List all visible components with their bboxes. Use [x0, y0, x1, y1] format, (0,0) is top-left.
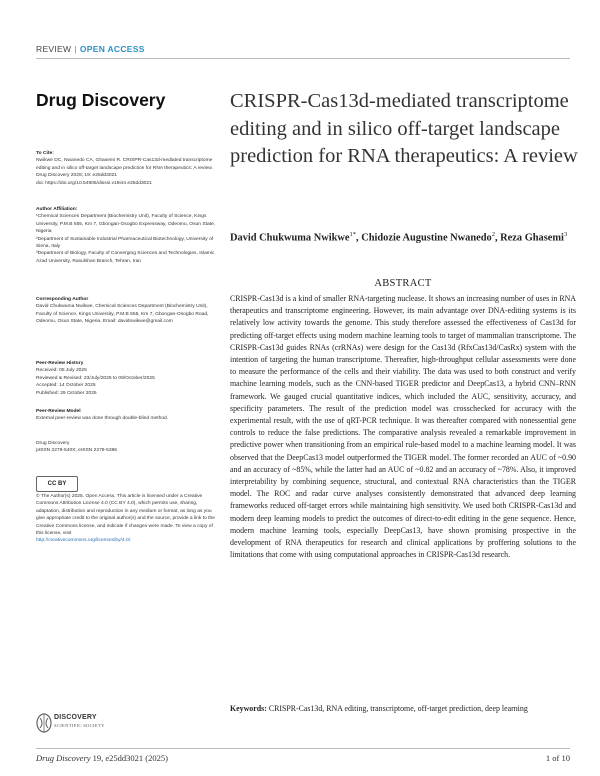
- journal-name: Drug Discovery: [36, 90, 166, 110]
- affiliation-1: ¹Chemical Sciences Department (Biochemistry Unit), Faculty of Science, Kings University, P.M.B 555, Km 7, Gbongan-Osogbo Expressway, Odeomu, Osun State, Nigeria: [36, 214, 216, 235]
- citation-block: [36, 150, 216, 187]
- published-date: Published: 29 October 2025: [36, 390, 97, 396]
- article-title: CRISPR-Cas13d-mediated transcriptome editing and in silico off-target landscape prediction for RNA therapeutics: A review: [230, 90, 578, 168]
- logo-subtitle: SCIENTIFIC SOCIETY: [54, 723, 105, 728]
- author-separator: ,: [494, 232, 501, 244]
- footer-citation: [36, 753, 168, 763]
- affiliation-block: [36, 206, 216, 265]
- header-divider: [36, 58, 570, 59]
- author-3-affiliation: 3: [563, 231, 568, 238]
- author-separator: ,: [356, 232, 362, 244]
- cite-heading: To Cite:: [36, 151, 54, 156]
- page-number: 1 of 10: [545, 753, 570, 763]
- open-access-label: OPEN ACCESS: [79, 44, 145, 54]
- affiliation-heading: Author Affiliation:: [36, 207, 78, 212]
- keywords: [230, 703, 576, 715]
- cc-license-badge: CC BY: [36, 476, 78, 492]
- corresponding-text: David Chukwuma Nwikwe, Chemical Sciences Department (Biochemistry Unit), Faculty of Science, Kings University, P.M.B 555, Km 7, Gbongan-Osogbo Road, Odeomu, Osun State, Nigeria. Email: davidnwikwe@gmail.com: [36, 304, 209, 325]
- model-heading: Peer-Review Model: [36, 409, 81, 414]
- citation-text: Nwikwe DC, Nwanedo CA, Ghasemi R. CRISPR-Cas13d-mediated transcriptome editing and in silico off-target landscape prediction for RNA therapeutics: A review. Drug Discovery 2025; 19: e25dd3021: [36, 158, 213, 179]
- author-1: David Chukwuma Nwikwe: [230, 232, 350, 244]
- author-1-affiliation: 1*: [349, 231, 357, 238]
- author-3: Reza Ghasemi: [500, 232, 564, 244]
- peer-review-model: [36, 408, 216, 423]
- license-text: © The Author(s) 2025. Open Access. This article is licensed under a Creative Commons Attribution License 4.0 (CC BY 4.0), which permits use, sharing, adaptation, distribution and reproduction in any medium or format, as long as you give appropriate credit to the original author(s) and the source, provide a link to the Creative Commons license, and indicate if changes were made. To view a copy of this license, visit: [36, 494, 215, 537]
- journal-issn-heading: Drug Discovery: [36, 441, 70, 446]
- model-text: External peer-review was done through double-blind method.: [36, 416, 169, 422]
- keywords-text: CRISPR-Cas13d, RNA editing, transcriptome, off-target prediction, deep learning: [268, 704, 528, 713]
- abstract-text: CRISPR-Cas13d is a kind of smaller RNA-targeting nuclease. It shows an increasing number of uses in RNA therapeutics and transcriptome engineering. However, its main advantage over DNA-editing systems is its relatively low activity towards the genome. This study therefore assessed the effectiveness of Cas13d for predicting off-target effects using modern machine learning tools to target of mammalian transcriptome. The CRISPR-Cas13d guides RNAs (crRNAs) were design for the Cas13d (RfxCas13d/CasRx) system with the intention of targeting the human transcriptome. Thereafter, high-throughput cellular assessments were done to measure the performance of the cells and their viability. The data was used to both construct and verify machine learning models, such as the CNN-based TIGER predictor and DeepCas13, a hybrid CNN–RNN framework. We gauged crucial quantitative indices, which included the AUC, sensitivity, accuracy, and specificity parameters. The result of the prediction model was crosschecked for accuracy with the experimental result, with the use of qRT-PCR technique. It was thereafter compared with nonessential gene controls to reduce the false predictions. The comparative analysis revealed a remarkable improvement in predictive power when transitioning from an empirical rule-based model to a machine learning model. It was observed that the DeepCas13 model outperformed the TIGER model. The former recorded an AUC of ~0.90 and an accuracy of ~85%, while the latter had an AUC of ~0.82 and an accuracy of ~78%. Also, it improved interpretability by combining sequence, structural, and contextual RNA characteristics than the TIGER model. The ROC and radar curve analyses consistently demonstrated that advanced deep learning frameworks reduced off-target errors while maintaining high sensitivity. We used both CRISPR-Cas13d and modern deep learning models to predict the outcomes of direct-to-edit editing in the gene sequence. Hence, modern machine learning tools, especially DeepCas13, have shown promising prospective in the development of RNA therapeutics for research and clinical applications by proffering solutions to the limitations that come with using computational approaches in CRISPR-Cas13d research.: [230, 294, 576, 560]
- received-date: Received: 05 July 2025: [36, 368, 87, 374]
- doi-link[interactable]: doi: https://doi.org/10.54905/disssi.v19i44.e25dd3021: [36, 180, 152, 186]
- history-heading: Peer-Review History: [36, 361, 84, 366]
- header-bar: [36, 44, 145, 54]
- footer-divider: [36, 748, 570, 749]
- review-label: REVIEW: [36, 44, 72, 54]
- corresponding-author-block: [36, 296, 216, 326]
- footer-volume: 19, e25dd3021 (2025): [90, 753, 168, 763]
- keywords-label: Keywords:: [230, 704, 267, 713]
- author-2: Chidozie Augustine Nwanedo: [361, 232, 492, 244]
- header-separator: |: [74, 44, 77, 54]
- issn-text: pISSN 2278-540X; eISSN 2278-5396: [36, 448, 118, 454]
- affiliation-2: ²Department of Sustainable Industrial Pharmaceutical Biotechnology, University of Siena, Italy: [36, 236, 214, 250]
- footer-journal: Drug Discovery: [36, 753, 91, 763]
- logo-name: DISCOVERY: [54, 714, 97, 721]
- license-block: [36, 493, 216, 545]
- license-link[interactable]: http://creativecommons.org/licenses/by/4.0/.: [36, 538, 132, 544]
- author-list: [230, 226, 575, 246]
- peer-review-history: [36, 360, 216, 397]
- reviewed-date: Reviewed & Revised: 23/July/2025 to 09/October/2025: [36, 375, 155, 381]
- affiliation-3: ³Department of Biology, Faculty of Converging Sciences and Technologies, Islamic Azad University, Rasulshan Branch, Tehran, Iran: [36, 251, 215, 264]
- corresponding-heading: Corresponding Author: [36, 297, 89, 302]
- accepted-date: Accepted: 14 October 2025: [36, 383, 96, 389]
- journal-issn-block: [36, 440, 216, 455]
- author-2-affiliation: 2: [491, 231, 495, 238]
- abstract-heading: ABSTRACT: [374, 278, 432, 289]
